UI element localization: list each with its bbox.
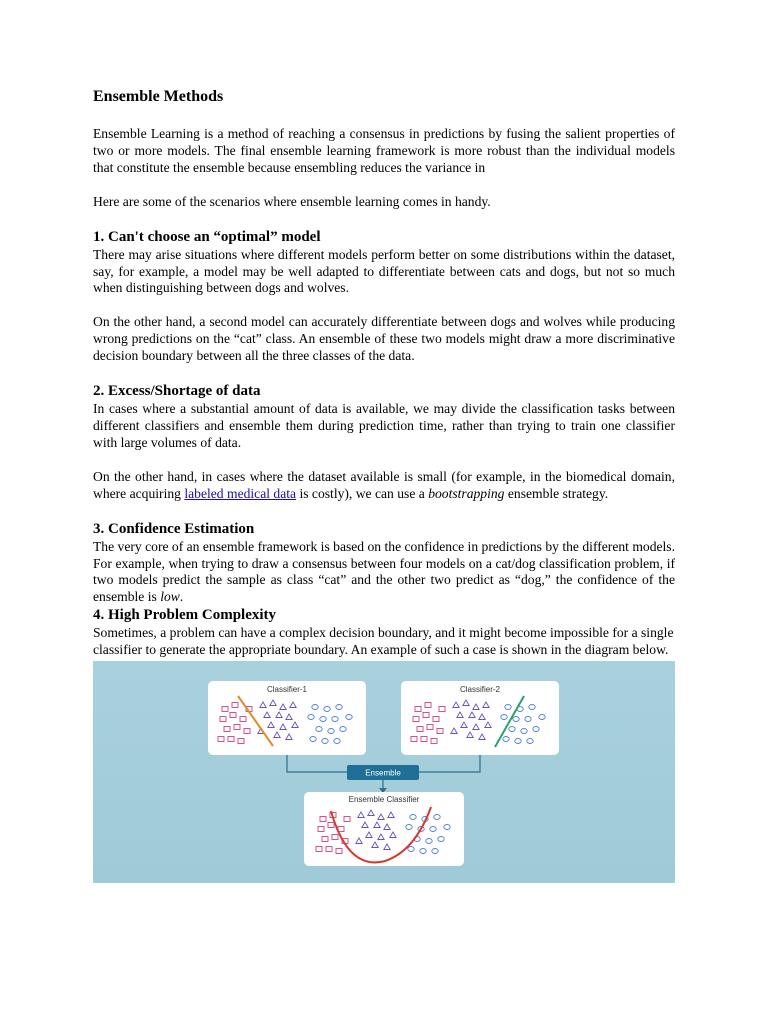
document-page (93, 86, 675, 883)
section-2-text-b: is costly), we can use a (296, 485, 429, 501)
section-2-paragraph-2 (93, 469, 675, 503)
low-term: low (160, 589, 180, 605)
connector-right (419, 755, 480, 772)
ensemble-diagram (93, 661, 675, 883)
section-2-paragraph-1: In cases where a substantial amount of data is available, we may divide the classification tasks between different classifiers and ensemble them during prediction time, rather than trying to train one classifier with large volumes of data. (93, 401, 675, 450)
section-2-text-c: ensemble strategy. (504, 485, 609, 501)
ensemble-diagram-svg (93, 661, 675, 883)
document-title: Ensemble Methods (93, 88, 224, 105)
section-3-text-a: The very core of an ensemble framework is based on the confidence in predictions by the different models. For example, when trying to draw a consensus between four models on a cat/dog classification problem, if two models predict the sample as class “cat” and the other two predict as “dog,” the confidence of the ensemble is (93, 538, 675, 605)
connector-left (287, 755, 347, 772)
ensemble-label: Ensemble (365, 768, 401, 778)
classifier-2-label: Classifier-2 (459, 685, 501, 695)
intro-paragraph-2: Here are some of the scenarios where ensemble learning comes in handy. (93, 193, 491, 209)
section-3-text-b: . (179, 589, 184, 605)
intro-paragraph-1: Ensemble Learning is a method of reaching a consensus in predictions by fusing the salient properties of two or more models. The final ensemble learning framework is more robust than the individual models that constitute the ensemble because ensembling reduces the variance in (93, 126, 675, 175)
section-1-paragraph-2: On the other hand, a second model can accurately differentiate between dogs and wolves while producing wrong predictions on the “cat” class. An ensemble of these two models might draw a more discriminative decision boundary between all the three classes of the data. (93, 314, 675, 364)
bootstrapping-term: bootstrapping (428, 485, 505, 501)
ensemble-classifier-label: Ensemble Classifier (348, 795, 420, 805)
section-3-heading: 3. Confidence Estimation (93, 520, 255, 537)
classifier-1-label: Classifier-1 (266, 685, 308, 695)
labeled-medical-data-link[interactable]: labeled medical data (184, 485, 297, 501)
section-2-text-a: On the other hand, in cases where the dataset available is small (for example, in the biomedical domain, where acquiring (93, 468, 675, 501)
section-1-paragraph-1: There may arise situations where different models perform better on some distributions within the dataset, say, for example, a model may be well adapted to differentiate between cats and dogs, but not so much when distinguishing between dogs and wolves. (93, 246, 675, 296)
section-3-paragraph-1 (93, 539, 675, 607)
section-4-paragraph-1: Sometimes, a problem can have a complex decision boundary, and it might become impossible for a single classifier to generate the appropriate boundary. An example of such a case is shown in the diagram below. (93, 625, 674, 658)
section-4-heading: 4. High Problem Complexity (93, 607, 277, 624)
section-2-heading: 2. Excess/Shortage of data (93, 383, 261, 400)
section-1-heading: 1. Can't choose an “optimal” model (93, 228, 321, 245)
